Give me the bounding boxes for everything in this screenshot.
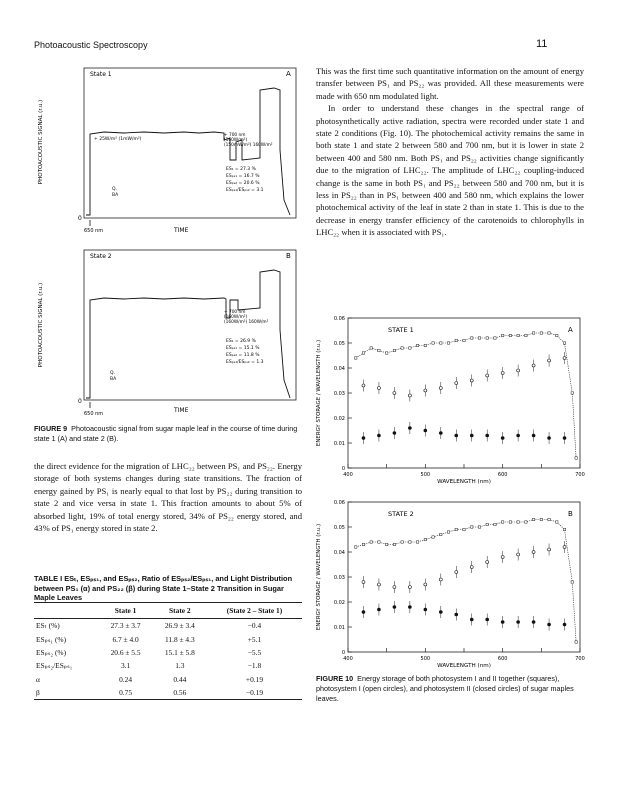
fig10-square-point [556,521,558,523]
fig10-open-circle-point [377,583,380,586]
fig9a-es3: ESₚₛ₂ = 20.6 % [226,181,260,186]
fig10-square-point [409,541,411,543]
fig10-closed-circle-point [501,437,504,440]
figure-9-caption [34,424,302,444]
cell: 1.3 [175,661,185,671]
fig10-closed-circle-point [377,608,380,611]
fig10-open-circle-point [517,369,520,372]
table-row [34,659,302,672]
fig10-square-point [563,528,565,530]
fig10-closed-circle-point [455,613,458,616]
fig10-y-tick-label: 0.04 [333,366,345,372]
fig10-square-point [432,536,434,538]
fig10-open-circle-point [439,578,442,581]
figure-9-panel-a [38,68,296,234]
fig10-open-circle-point [470,566,473,569]
fig10-closed-circle-point [424,608,427,611]
table-1-col-3: (State 2 – State 1) [207,603,302,619]
fig9b-y-axis: PHOTOACOUSTIC SIGNAL (r.u.) [38,282,44,368]
fig10-square-point [455,339,457,341]
cell: −1.8 [247,661,262,671]
fig10-square-point [478,526,480,528]
cell: 6.7 ± 4.0 [112,634,139,644]
fig10-square-point [509,521,511,523]
table-row [34,632,302,645]
fig9b-dark2: BA [110,377,117,382]
fig10-square-point [478,337,480,339]
fig10-square-point [447,531,449,533]
fig9b-es2: ESₚₛ₁ = 15.1 % [226,346,260,351]
fig10-square-point [517,521,519,523]
cell: 15.1 ± 5.8 [164,647,195,657]
fig10-y-tick-label: 0.03 [333,575,345,581]
fig9b-trace [86,270,290,398]
fig10-square-point [494,523,496,525]
fig10-square-point [517,334,519,336]
table-row [34,673,302,686]
fig10-open-circle-point [377,387,380,390]
fig10-square-point [378,541,380,543]
cell: ESₚₛ₁ (%) [36,634,67,644]
fig10-open-circle-point [532,551,535,554]
fig10-y-tick-label: 0.04 [333,550,345,556]
fig10-closed-circle-point [362,611,365,614]
fig10-x-tick-label: 700 [575,656,585,662]
figure-9 [34,60,304,422]
cell: −5.5 [247,647,262,657]
table-1-title: TABLE I ESₜ, ESₚₛ₁, and ESₚₛ₂, Ratio of ESₚₛ₂/ESₚₛ₁, and Light Distribution between PS₁ (α) and PS₂₂ (β) during State 1–State 2 Transition in Sugar Maple Leaves [34,574,293,602]
fig10-open-circle-point [455,571,458,574]
fig10-y-tick-label: 0.06 [333,500,345,506]
table-1 [34,602,302,700]
fig10-square-point [362,543,364,545]
fig9a-sat3: (150mW/m²) 160W/m² [224,143,273,148]
fig9a-sat2: (160W/m²) [224,138,248,143]
fig10-square-point [424,344,426,346]
cell: 26.9 ± 3.4 [164,621,195,631]
fig10-closed-circle-point [563,437,566,440]
fig10-closed-circle-point [563,623,566,626]
fig10-open-circle-point [408,394,411,397]
fig10-closed-circle-point [362,437,365,440]
fig10-square-point [571,392,573,394]
fig10-square-point [385,543,387,545]
fig10-y-tick-label: 0.02 [333,600,345,606]
table-row [34,619,302,633]
fig10-open-circle-point [455,382,458,385]
fig10-square-point [424,538,426,540]
fig10-y-tick-label: 0.06 [333,316,345,322]
fig10-open-circle-point [470,379,473,382]
fig10-square-point [525,521,527,523]
fig10-square-point [355,546,357,548]
right-body-text [316,65,584,239]
figure-9-label: FIGURE 9 [34,424,68,433]
fig10-square-point [556,334,558,336]
fig10-square-point [409,347,411,349]
fig9a-es2: ESₚₛ₁ = 16.7 % [226,174,260,179]
fig10-square-point [463,339,465,341]
fig10-y-tick-label: 0.02 [333,416,345,422]
running-title: Photoacoustic Spectroscopy [34,40,148,50]
table-row [34,646,302,659]
cell: 0.56 [153,686,207,700]
fig10-x-tick-label: 400 [343,656,353,662]
cell: ESₚₛ₂/ESₚₛ₁ [36,661,73,671]
fig9b-es1: ES₁ = 26.9 % [226,339,256,344]
figure-10-caption-text: Energy storage of both photosystem I and II together (squares), photosystem I (open circles), and photosystem II (closed circles) of sugar maples leaves. [316,674,574,703]
fig10-square-point [416,344,418,346]
fig10-open-circle-point [362,581,365,584]
fig10-square-point [532,332,534,334]
fig10-square-point [494,337,496,339]
fig10-open-circle-point [393,392,396,395]
right-paragraph-2: In order to understand these changes in the spectral range of photosynthetically active radiation, spectra were recorded under state 1 and state 2 conditions (Fig. 10). The photochemical activity remains the same in both state 1 and state 2 between 580 and 700 nm, but it is lower in state 2 between 400 and 580 nm. Both PS₁ and PS₂₂ activities change significantly due to the migration of LHC₂₂. The amplitude of LHC₂₂ coupling-induced change is the same in both PS₁ and PS₂₂ between 580 and 700 nm, but it is less in PS₂₂ than in PS₁ between 400 and 580 nm, which explains the lower photochemical activity of the leaf in state 2 than in state 1. This is due to the decrease in energy transfer efficiency of the carotenoids to chlorophylls in LHC₂₂ when it is associated with PS₁. [316,103,584,238]
fig10-closed-circle-point [486,434,489,437]
fig10-closed-circle-point [393,432,396,435]
fig10-y-axis-label: ENERGY STORAGE / WAVELENGTH (r.u.) [316,339,322,447]
fig10-square-point [378,349,380,351]
cell: ESₚₛ₂ (%) [36,647,67,657]
cell: 11.8 ± 4.3 [165,634,195,644]
fig10-y-tick-label: 0.03 [333,391,345,397]
fig10-open-circle-point [439,387,442,390]
fig10-closed-circle-point [408,427,411,430]
fig9b-zero: 0 [78,398,82,405]
fig10-closed-circle-point [439,432,442,435]
fig10-square-point [563,342,565,344]
fig10-x-axis-label: WAVELENGTH (nm) [437,479,491,485]
fig10-y-tick-label: 0.05 [333,525,345,531]
figure-9-caption-text: Photoacoustic signal from sugar maple leaf in the course of time during state 1 (A) and state 2 (B). [34,424,298,443]
fig10-open-circle-point [532,364,535,367]
fig10-open-circle-point [563,546,566,549]
fig10-x-tick-label: 400 [343,472,353,478]
fig9a-modulated: + 25W/m² (1mW/m²) [94,137,142,142]
cell: 0.75 [98,686,152,700]
fig9a-time: TIME [174,227,189,234]
fig10-square-point [575,641,577,643]
fig10-square-point [509,334,511,336]
fig10-square-point [393,349,395,351]
fig9a-start: 650 nm [84,228,104,234]
table-1-col-0 [34,603,98,619]
cell: +5.1 [247,634,262,644]
fig9b-time: TIME [174,407,189,414]
fig10-square-point [370,541,372,543]
fig10-open-circle-point [486,561,489,564]
fig9a-y-axis: PHOTOACOUSTIC SIGNAL (r.u.) [38,99,44,185]
fig10-closed-circle-point [408,606,411,609]
fig10-series-squares-line [356,520,576,643]
fig10-open-circle-point [424,583,427,586]
fig10-closed-circle-point [532,434,535,437]
fig10-closed-circle-point [517,434,520,437]
cell: ESₜ (%) [36,621,60,631]
cell: 0.44 [173,674,187,684]
fig9b-sat2: (160W/m²) [224,315,248,320]
fig10-open-circle-point [408,586,411,589]
fig10-open-circle-point [563,357,566,360]
fig10-open-circle-point [548,548,551,551]
cell: 3.1 [120,661,131,671]
table-row [34,686,302,700]
fig9a-sat1: + 700 nm [224,133,246,138]
fig10-panel-letter: A [568,326,573,334]
fig10-square-point [447,342,449,344]
fig9a-es1: ES₁ = 27.3 % [226,167,256,172]
fig10-square-point [393,543,395,545]
figure-10 [310,306,600,668]
fig10-closed-circle-point [486,618,489,621]
cell: 0.24 [119,674,133,684]
fig10-square-point [440,342,442,344]
fig10-open-circle-point [424,389,427,392]
fig9a-es4: ESₚₛ₁/ESₚₛ₂ = 3.1 [226,188,264,193]
fig10-open-circle-point [548,359,551,362]
fig10-closed-circle-point [548,437,551,440]
figure-9-panel-b [38,250,296,417]
fig9b-sat1: + 700 nm [224,310,246,315]
fig10-open-circle-point [486,374,489,377]
fig10-closed-circle-point [532,621,535,624]
fig10-closed-circle-point [470,434,473,437]
cell: +0.19 [245,674,264,684]
cell: −0.4 [247,621,262,631]
fig10-y-tick-label: 0.05 [333,341,345,347]
fig10-square-point [471,526,473,528]
fig10-y-tick-label: 0.01 [333,441,345,447]
table-1-col-2: State 2 [153,603,207,619]
fig9a-letter: A [286,70,291,78]
fig9b-es4: ESₚₛ₁/ESₚₛ₂ = 1.3 [226,360,264,365]
cell: β [34,686,98,700]
fig10-square-point [486,337,488,339]
fig9b-es3: ESₚₛ₂ = 11.8 % [226,353,260,358]
fig10-panel-letter: B [568,510,573,518]
fig10-x-tick-label: 600 [497,472,508,478]
fig10-square-point [525,334,527,336]
fig10-square-point [385,352,387,354]
fig10-open-circle-point [501,556,504,559]
table-1-header-row [34,603,302,619]
fig9b-dark: Q. [110,371,115,376]
fig10-open-circle-point [501,372,504,375]
fig9b-letter: B [286,252,291,260]
fig10-closed-circle-point [424,429,427,432]
fig9a-dark2: BA [112,193,119,198]
fig9b-sat3: (160W/m²) 160W/m² [224,320,269,325]
fig10-open-circle-point [393,586,396,589]
fig10-closed-circle-point [548,623,551,626]
figure-10-label: FIGURE 10 [316,674,354,683]
fig10-square-point [540,332,542,334]
fig10-square-point [548,332,550,334]
fig10-square-point [486,523,488,525]
fig9b-start: 650 nm [84,411,104,417]
fig10-square-point [401,347,403,349]
fig10-square-point [432,342,434,344]
table-1-col-1: State 1 [98,603,152,619]
fig10-panel-title: STATE 2 [388,510,414,518]
fig10-x-tick-label: 500 [420,656,431,662]
fig10-panel-title: STATE 1 [388,326,414,334]
fig10-x-tick-label: 500 [420,472,431,478]
fig10-square-point [571,581,573,583]
fig10-square-point [362,352,364,354]
fig10-x-tick-label: 700 [575,472,585,478]
fig10-y-tick-label: 0 [341,650,345,656]
fig10-square-point [370,347,372,349]
fig10-square-point [455,528,457,530]
fig9a-zero: 0 [78,215,82,222]
fig10-square-point [416,541,418,543]
right-paragraph-1: This was the first time such quantitative information on the amount of energy transfer between PS₁ and PS₂₂ was provided. All these measurements were made with 650 nm modulated light. [316,66,584,101]
fig10-closed-circle-point [439,611,442,614]
fig10-y-tick-label: 0.01 [333,625,345,631]
fig10-square-point [532,518,534,520]
fig10-square-point [355,357,357,359]
fig10-square-point [463,528,465,530]
fig9a-state: State 1 [90,71,112,78]
fig10-closed-circle-point [501,621,504,624]
fig10-square-point [501,334,503,336]
fig10-closed-circle-point [455,434,458,437]
cell: 27.3 ± 3.7 [110,621,141,631]
cell: −0.19 [207,686,302,700]
left-paragraph-1: the direct evidence for the migration of LHC₂₂ between PS₁ and PS₂₂. Energy storage of both systems changes during state transitions. The fraction of energy gained by PS₁ is nearly equal to that lost by PS₂₂ during transition to state 2 and vice versa in state 1. This fraction amounts to about 5% of absorbed light, 19% of total energy stored, 34% of PS₂₂ energy stored, and 43% of PS₁ energy stored in state 2. [34,461,302,534]
fig10-square-point [401,541,403,543]
fig10-y-axis-label: ENERGY STORAGE / WAVELENGTH (r.u.) [316,523,322,631]
left-body-text [34,460,302,534]
fig10-series-squares-line [356,333,576,458]
fig9b-state: State 2 [90,253,112,260]
fig10-closed-circle-point [393,606,396,609]
fig10-open-circle-point [517,553,520,556]
fig10-square-point [471,337,473,339]
fig10-open-circle-point [362,384,365,387]
fig10-y-tick-label: 0 [341,466,345,472]
fig10-square-point [440,533,442,535]
figure-10-caption [316,674,584,704]
fig10-square-point [540,518,542,520]
fig10-closed-circle-point [377,434,380,437]
fig10-closed-circle-point [517,621,520,624]
fig10-closed-circle-point [470,618,473,621]
fig10-plot-frame [348,502,580,652]
page-number: 11 [536,38,548,50]
cell: 20.6 ± 5.5 [110,647,141,657]
fig10-square-point [548,518,550,520]
cell: α [36,674,40,684]
fig10-x-axis-label: WAVELENGTH (nm) [437,663,491,668]
fig10-square-point [501,521,503,523]
fig10-x-tick-label: 600 [497,656,508,662]
fig10-square-point [575,457,577,459]
fig9a-dark: Q. [112,187,117,192]
